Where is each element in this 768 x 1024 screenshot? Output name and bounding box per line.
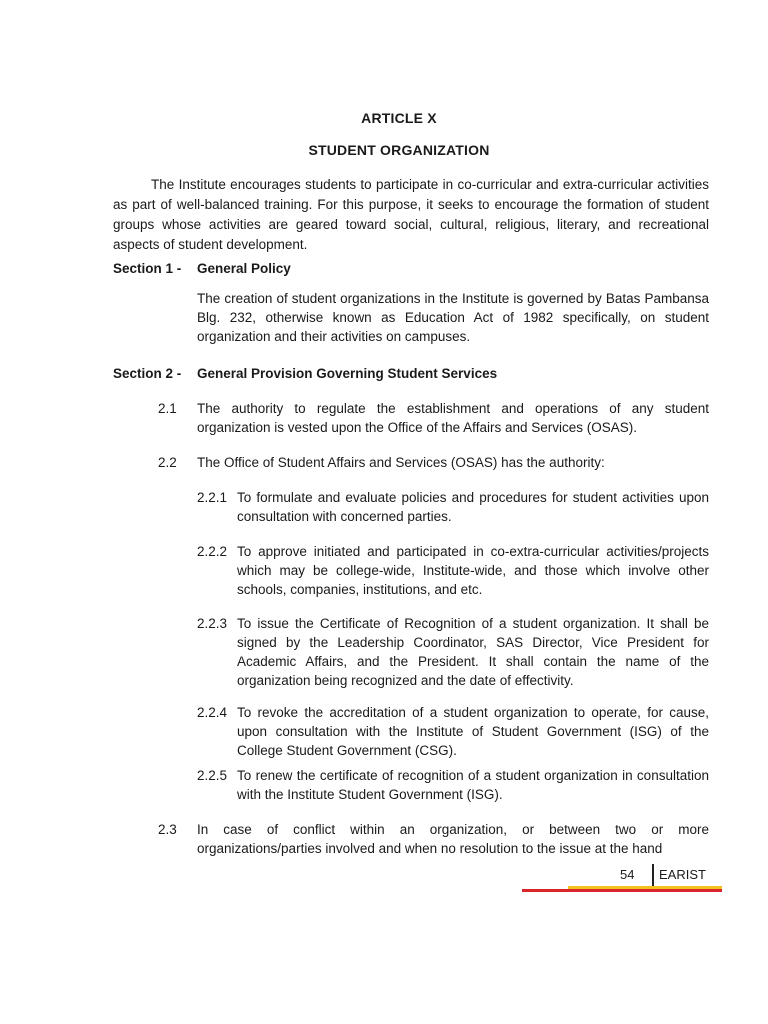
item-text: The Office of Student Affairs and Services (OSAS) has the authority:: [197, 455, 605, 470]
section-number: Section 1 -: [113, 261, 182, 276]
item-text: To issue the Certificate of Recognition of a student organization. It shall be signed by the Leadership Coordinator, SAS Director, Vice President for Academic Affairs, and the President. It shall contain the name of the organization being recognized and the date of effectivity.: [237, 616, 709, 688]
item-text: In case of conflict within an organization, or between two or more organizations/parties involved and when no resolution to the issue at the hand: [197, 822, 709, 856]
intro-paragraph: The Institute encourages students to participate in co-curricular and extra-curricular activities as part of well-balanced training. For this purpose, it seeks to encourage the formation of student groups whose activities are geared toward social, cultural, religious, literary, and recreational aspects of student development.: [113, 177, 709, 252]
section-number: Section 2 -: [113, 366, 182, 381]
item-number: 2.2.2: [197, 544, 228, 559]
article-subtitle: STUDENT ORGANIZATION: [308, 142, 490, 158]
item-text: To approve initiated and participated in co-extra-curricular activities/projects which may be college-wide, Institute-wide, and those which involve other schools, companies, institutions, and etc.: [237, 544, 709, 597]
section-title: General Policy: [197, 261, 291, 276]
item-number: 2.2: [158, 455, 177, 470]
item-text: To formulate and evaluate policies and procedures for student activities upon consultation with concerned parties.: [237, 490, 709, 524]
item-number: 2.2.1: [197, 490, 228, 505]
footer-brand: EARIST: [659, 867, 706, 882]
page-number: 54: [620, 867, 635, 882]
item-text: To renew the certificate of recognition of a student organization in consultation with the Institute Student Government (ISG).: [237, 768, 709, 802]
footer-color-bar: [522, 886, 722, 892]
section-2-heading: [113, 364, 709, 384]
item-number: 2.2.3: [197, 616, 228, 631]
item-number: 2.2.4: [197, 705, 228, 720]
item-text: To revoke the accreditation of a student organization to operate, for cause, upon consultation with the Institute of Student Government (ISG) of the College Student Government (CSG).: [237, 705, 709, 758]
section-1-heading: [113, 259, 709, 279]
section-title: General Provision Governing Student Services: [197, 366, 498, 381]
article-title: ARTICLE X: [361, 110, 437, 126]
item-text: The authority to regulate the establishment and operations of any student organization is vested upon the Office of the Affairs and Services (OSAS).: [197, 401, 709, 435]
item-number: 2.2.5: [197, 768, 228, 783]
footer-red-stripe: [522, 889, 722, 892]
item-number: 2.1: [158, 401, 177, 416]
item-number: 2.3: [158, 822, 177, 837]
section-1-body: The creation of student organizations in the Institute is governed by Batas Pambansa Blg. 232, otherwise known as Education Act of 1982 specifically, on student organization and their activities on campuses.: [197, 291, 709, 344]
footer-divider: [652, 864, 654, 886]
